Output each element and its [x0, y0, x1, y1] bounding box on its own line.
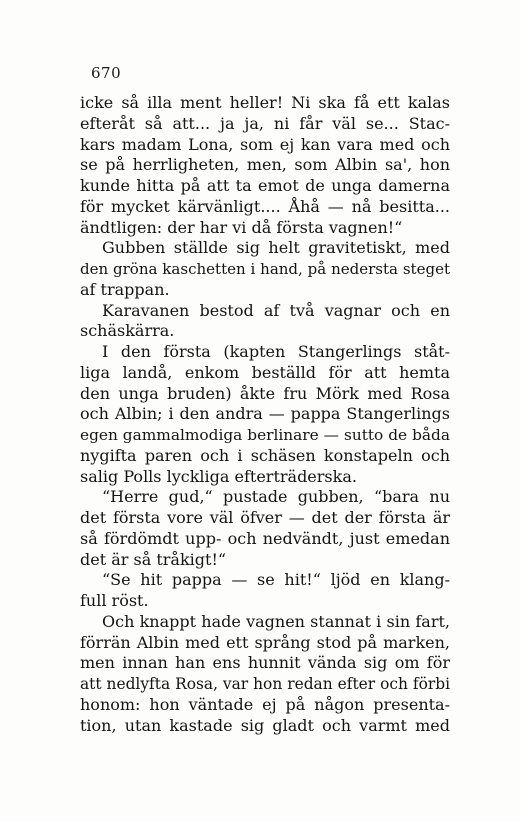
- text-line: men innan han ens hunnit vända sig om för: [80, 653, 450, 673]
- text-line: salig Polls lyckliga efterträderska.: [80, 466, 357, 486]
- text-line: schäskärra.: [80, 321, 175, 341]
- text-line: efteråt så att... ja ja, ni får väl se... Stac-: [80, 113, 450, 133]
- paragraph-first-line: “Herre gud,“ pustade gubben, “bara nu: [102, 487, 450, 507]
- paragraph-first-line: Karavanen bestod af två vagnar och en: [102, 300, 450, 320]
- text-line: förrän Albin med ett språng stod på marken,: [80, 632, 450, 652]
- text-line: att nedlyfta Rosa, var hon redan efter och förbi: [80, 675, 450, 693]
- text-line: full röst.: [80, 591, 149, 610]
- text-line: kunde hitta på att ta emot de unga damerna: [80, 176, 450, 195]
- paragraph-first-line: “Se hit pappa — se hit!“ ljöd en klang-: [102, 570, 450, 590]
- text-line: liga landå, enkom beställd för att hemta: [80, 362, 450, 382]
- text-line: den gröna kaschetten i hand, på nedersta steget: [80, 260, 450, 278]
- paragraph-first-line: I den första (kapten Stangerlings ståt-: [102, 342, 450, 361]
- body-text: [80, 93, 450, 736]
- text-line: icke så illa ment heller! Ni ska få ett kalas: [80, 93, 450, 112]
- text-line: kars madam Lona, som ej kan vara med och: [80, 134, 450, 154]
- paragraph-first-line: Och knappt hade vagnen stannat i sin fart,: [102, 611, 450, 631]
- text-line: egen gammalmodiga berlinare — sutto de båda: [80, 426, 450, 444]
- text-line: af trappan.: [80, 279, 170, 299]
- paragraph-first-line: Gubben ställde sig helt gravitetiskt, med: [102, 238, 450, 258]
- text-line: nygifta paren och i schäsen konstapeln och: [80, 445, 450, 465]
- text-line: tion, utan kastade sig gladt och varmt med: [80, 715, 450, 735]
- page-number: 670: [91, 64, 122, 82]
- text-line: för mycket kärvänligt.... Åhå — nå besitta...: [80, 196, 450, 216]
- text-line: så fördömdt upp- och nedvändt, just emedan: [80, 528, 450, 548]
- text-line: och Albin; i den andra — pappa Stangerlings: [80, 404, 450, 424]
- text-line: honom: hon väntade ej på någon presenta-: [80, 694, 450, 714]
- text-line: den unga bruden) åkte fru Mörk med Rosa: [80, 383, 450, 403]
- text-line: det första vore väl öfver — det der första är: [80, 508, 450, 527]
- text-line: det är så tråkigt!“: [80, 549, 227, 569]
- text-line: se på herrligheten, men, som Albin sa', hon: [80, 155, 450, 175]
- text-line: ändtligen: der har vi då första vagnen!“: [80, 217, 403, 237]
